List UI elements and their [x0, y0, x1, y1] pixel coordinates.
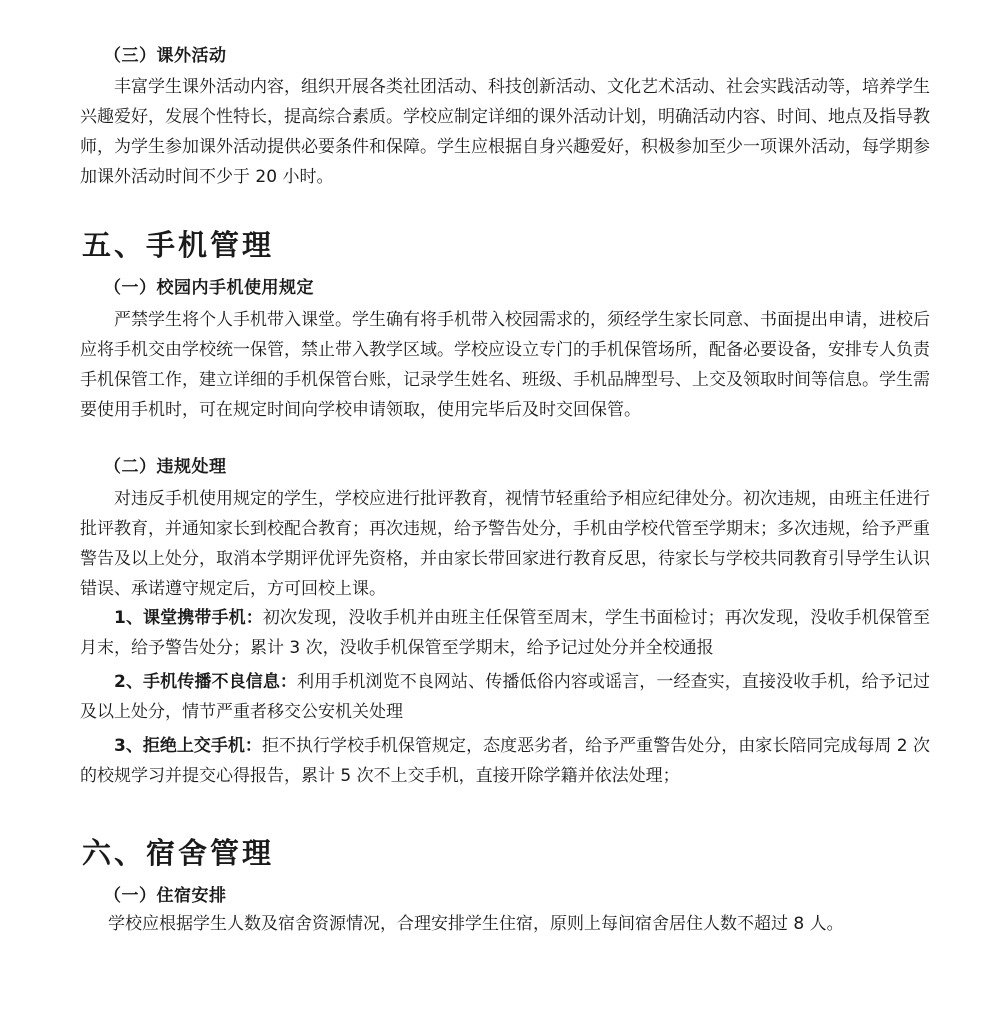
- subheading-accommodation: （一）住宿安排: [104, 886, 227, 906]
- paragraph-phone-rules: 严禁学生将个人手机带入课堂。学生确有将手机带入校园需求的，须经学生家长同意、书面提出申请，进校后应将手机交由学校统一保管，禁止带入教学区域。学校应设立专门的手机保管场所，配备必要设备，安排专人负责手机保管工作，建立详细的手机保管台账，记录学生姓名、班级、手机品牌型号、上交及领取时间等信息。学生需要使用手机时，可在规定时间向学校申请领取，使用完毕后及时交回保管。: [80, 310, 930, 420]
- list-item-text: 利用手机浏览不良网站、传播低俗内容或谣言，一经查实，直接没收手机，给予记过及以上处分，情节严重者移交公安机关处理: [80, 672, 930, 722]
- paragraph-violations: 对违反手机使用规定的学生，学校应进行批评教育，视情节轻重给予相应纪律处分。初次违规，由班主任进行批评教育，并通知家长到校配合教育；再次违规，给予警告处分，手机由学校代管至学期末；多次违规，给予严重警告及以上处分，取消本学期评优评先资格，并由家长带回家进行教育反思，待家长与学校共同教育引导学生认识错误、承诺遵守规定后，方可回校上课。: [80, 489, 930, 599]
- list-item-label: 3、拒绝上交手机：: [114, 736, 262, 756]
- section-title-dorm-management: 六、宿舍管理: [82, 836, 275, 870]
- paragraph-extracurricular: 丰富学生课外活动内容，组织开展各类社团活动、科技创新活动、文化艺术活动、社会实践活动等，培养学生兴趣爱好，发展个性特长，提高综合素质。学校应制定详细的课外活动计划，明确活动内容、时间、地点及指导教师，为学生参加课外活动提供必要条件和保障。学生应根据自身兴趣爱好，积极参加至少一项课外活动，每学期参加课外活动时间不少于 20 小时。: [80, 77, 930, 187]
- subheading-phone-rules: （一）校园内手机使用规定: [104, 278, 314, 298]
- list-item-class-phone: [80, 603, 930, 663]
- subheading-violations: （二）违规处理: [104, 457, 227, 477]
- section-title-phone-management: 五、手机管理: [82, 228, 275, 262]
- list-item-text: 初次发现，没收手机并由班主任保管至周末，学生书面检讨；再次发现，没收手机保管至月末，给予警告处分；累计 3 次，没收手机保管至学期末，给予记过处分并全校通报: [80, 608, 930, 658]
- list-item-label: 1、课堂携带手机：: [114, 608, 263, 628]
- list-item-refuse-handover: [80, 731, 930, 791]
- paragraph-accommodation: 学校应根据学生人数及宿舍资源情况，合理安排学生住宿，原则上每间宿舍居住人数不超过 8 人。: [108, 914, 844, 934]
- list-item-label: 2、手机传播不良信息：: [114, 672, 298, 692]
- list-item-bad-content: [80, 667, 930, 727]
- list-item-text: 拒不执行学校手机保管规定，态度恶劣者，给予严重警告处分，由家长陪同完成每周 2 次的校规学习并提交心得报告，累计 5 次不上交手机，直接开除学籍并依法处理；: [80, 736, 930, 786]
- subheading-extracurricular: （三）课外活动: [104, 46, 227, 66]
